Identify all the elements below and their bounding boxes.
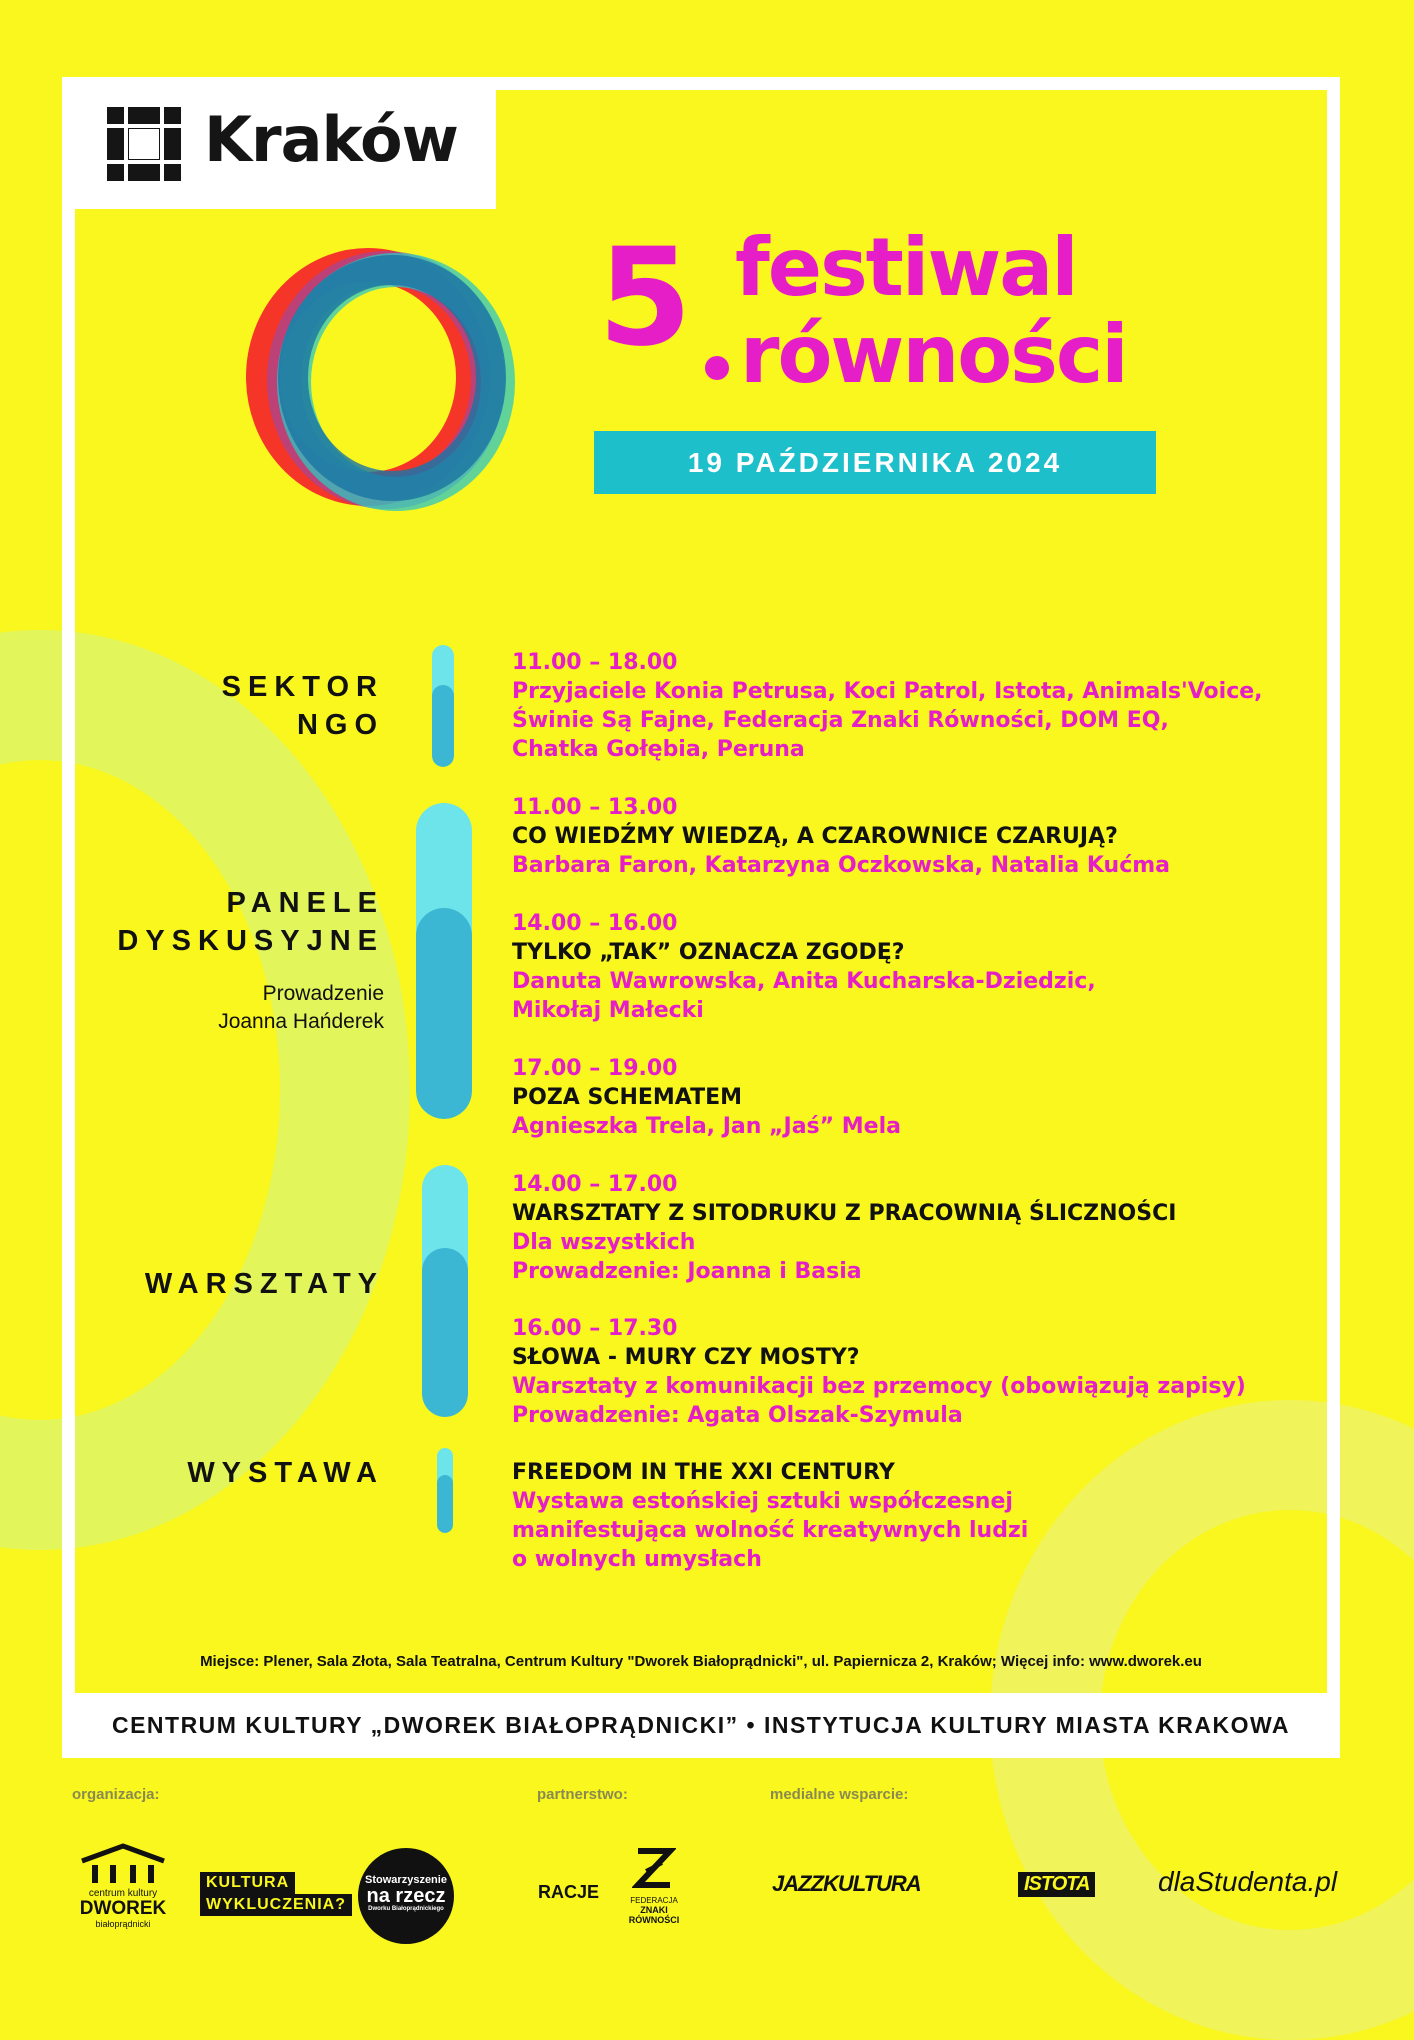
krakow-logo-text: Kraków	[204, 103, 458, 176]
footer-text: CENTRUM KULTURY „DWOREK BIAŁOPRĄDNICKI” • INSTYTUCJA KULTURY MIASTA KRAKOWA	[111, 1712, 1291, 1738]
event-desc: Warsztaty z komunikacji bez przemocy (obowiązują zapisy)	[512, 1374, 1246, 1399]
stow-line2: na rzecz	[366, 1885, 446, 1907]
event-title: WARSZTATY Z SITODRUKU Z PRACOWNIĄ ŚLICZNOŚCI	[512, 1201, 1177, 1226]
event-desc: manifestująca wolność kreatywnych ludzi	[512, 1518, 1029, 1543]
event-workshop-2	[512, 1314, 1312, 1430]
kultura-line1: KULTURA	[200, 1872, 295, 1894]
event-panel-2	[512, 909, 1312, 1025]
section-label-line: DYSKUSYJNE	[117, 925, 384, 957]
label-organizacja: organizacja:	[72, 1786, 160, 1803]
event-workshop-1	[512, 1170, 1312, 1286]
dworek-logo[interactable]	[76, 1843, 170, 1943]
stow-line3: Dworku Białoprądnickiego	[368, 1906, 444, 1912]
dworek-tiny: białoprądnicki	[95, 1919, 151, 1929]
dworek-small: centrum kultury	[88, 1888, 158, 1899]
event-exhibition	[512, 1458, 1312, 1574]
festival-number: 5	[598, 219, 686, 376]
event-title: POZA SCHEMATEM	[512, 1085, 743, 1110]
event-desc: Barbara Faron, Katarzyna Oczkowska, Natalia Kućma	[512, 853, 1171, 878]
kultura-wykluczenia-logo[interactable]	[200, 1872, 352, 1916]
event-time: 16.00 – 17.30	[512, 1316, 678, 1341]
kultura-line2: WYKLUCZENIA?	[200, 1894, 352, 1916]
timeline-pill-warsztaty	[422, 1165, 468, 1417]
event-desc: Agnieszka Trela, Jan „Jaś” Mela	[512, 1114, 901, 1139]
event-panel-3	[512, 1054, 1312, 1141]
festival-date: 19 PAŹDZIERNIKA 2024	[594, 431, 1156, 494]
section-label-line: NGO	[296, 709, 384, 741]
venue-info: Miejsce: Plener, Sala Złota, Sala Teatralna, Centrum Kultury "Dworek Białoprądnicki", ul. Papiernicza 2, Kraków; Więcej info: www.dworek.eu	[200, 1653, 1202, 1670]
event-title: CO WIEDŹMY WIEDZĄ, A CZAROWNICE CZARUJĄ?	[512, 824, 1118, 849]
festival-rings-icon	[236, 240, 536, 520]
istota-logo[interactable]: ISTOTA	[1018, 1872, 1095, 1897]
event-time: 14.00 – 17.00	[512, 1172, 678, 1197]
event-desc: Chatka Gołębia, Peruna	[512, 737, 805, 762]
federacja-line1: FEDERACJA	[630, 1896, 678, 1905]
festival-title-line2: równości	[740, 308, 1127, 401]
label-medialne: medialne wsparcie:	[770, 1786, 909, 1803]
event-desc: Wystawa estońskiej sztuki współczesnej	[512, 1489, 1013, 1514]
label-partnerstwo: partnerstwo:	[537, 1786, 628, 1803]
timeline-pill-ngo	[432, 645, 454, 767]
event-desc: Przyjaciele Konia Petrusa, Koci Patrol, Istota, Animals'Voice,	[512, 679, 1263, 704]
event-desc: Prowadzenie: Joanna i Basia	[512, 1259, 862, 1284]
timeline-pill-wystawa	[437, 1448, 453, 1533]
event-desc: Świnie Są Fajne, Federacja Znaki Równości, DOM EQ,	[512, 708, 1169, 733]
timeline-pill-panele	[416, 803, 472, 1119]
section-label-panele	[117, 884, 384, 960]
federacja-z-icon	[632, 1845, 676, 1891]
event-time: 14.00 – 16.00	[512, 911, 678, 936]
festival-title-line1: festiwal	[735, 221, 1077, 314]
federacja-logo[interactable]	[618, 1845, 690, 1925]
event-title: SŁOWA - MURY CZY MOSTY?	[512, 1345, 860, 1370]
event-ngo	[512, 648, 1312, 764]
event-desc: Prowadzenie: Agata Olszak-Szymula	[512, 1403, 963, 1428]
krakow-logo[interactable]	[62, 77, 496, 209]
section-label-line: PANELE	[226, 887, 384, 919]
event-desc: Dla wszystkich	[512, 1230, 696, 1255]
event-title: TYLKO „TAK” OZNACZA ZGODĘ?	[512, 940, 905, 965]
event-desc: Danuta Wawrowska, Anita Kucharska-Dziedzic,	[512, 969, 1096, 994]
stow-line1: Stowarzyszenie	[365, 1874, 447, 1886]
krakow-logo-icon	[107, 107, 181, 181]
event-time: 17.00 – 19.00	[512, 1056, 678, 1081]
section-label-line: WYSTAWA	[187, 1457, 384, 1489]
section-sub-panele	[218, 980, 384, 1036]
dworek-big: DWOREK	[79, 1898, 167, 1919]
section-label-wystawa	[187, 1454, 384, 1492]
dlastudenta-logo[interactable]: dlaStudenta.pl	[1158, 1866, 1338, 1897]
event-time: 11.00 – 13.00	[512, 795, 678, 820]
section-label-line: WARSZTATY	[144, 1268, 384, 1300]
stowarzyszenie-logo[interactable]	[358, 1848, 454, 1944]
racje-logo[interactable]: RACJE	[538, 1882, 600, 1902]
section-label-ngo	[222, 668, 384, 744]
festival-number-dot	[705, 356, 729, 380]
section-label-line: SEKTOR	[221, 671, 384, 703]
event-desc: o wolnych umysłach	[512, 1547, 762, 1572]
event-desc: Mikołaj Małecki	[512, 998, 704, 1023]
jazzkultura-logo[interactable]: JAZZKULTURA	[772, 1871, 921, 1896]
section-sub-line: Prowadzenie	[262, 982, 384, 1005]
federacja-line2: ZNAKI	[640, 1905, 668, 1915]
event-time: 11.00 – 18.00	[512, 650, 678, 675]
section-sub-line: Joanna Hańderek	[218, 1010, 384, 1033]
section-label-warsztaty	[145, 1265, 384, 1303]
dworek-house-icon	[78, 1843, 168, 1883]
federacja-line3: RÓWNOŚCI	[628, 1915, 680, 1925]
event-title: FREEDOM IN THE XXI CENTURY	[512, 1460, 895, 1485]
event-panel-1	[512, 793, 1312, 880]
